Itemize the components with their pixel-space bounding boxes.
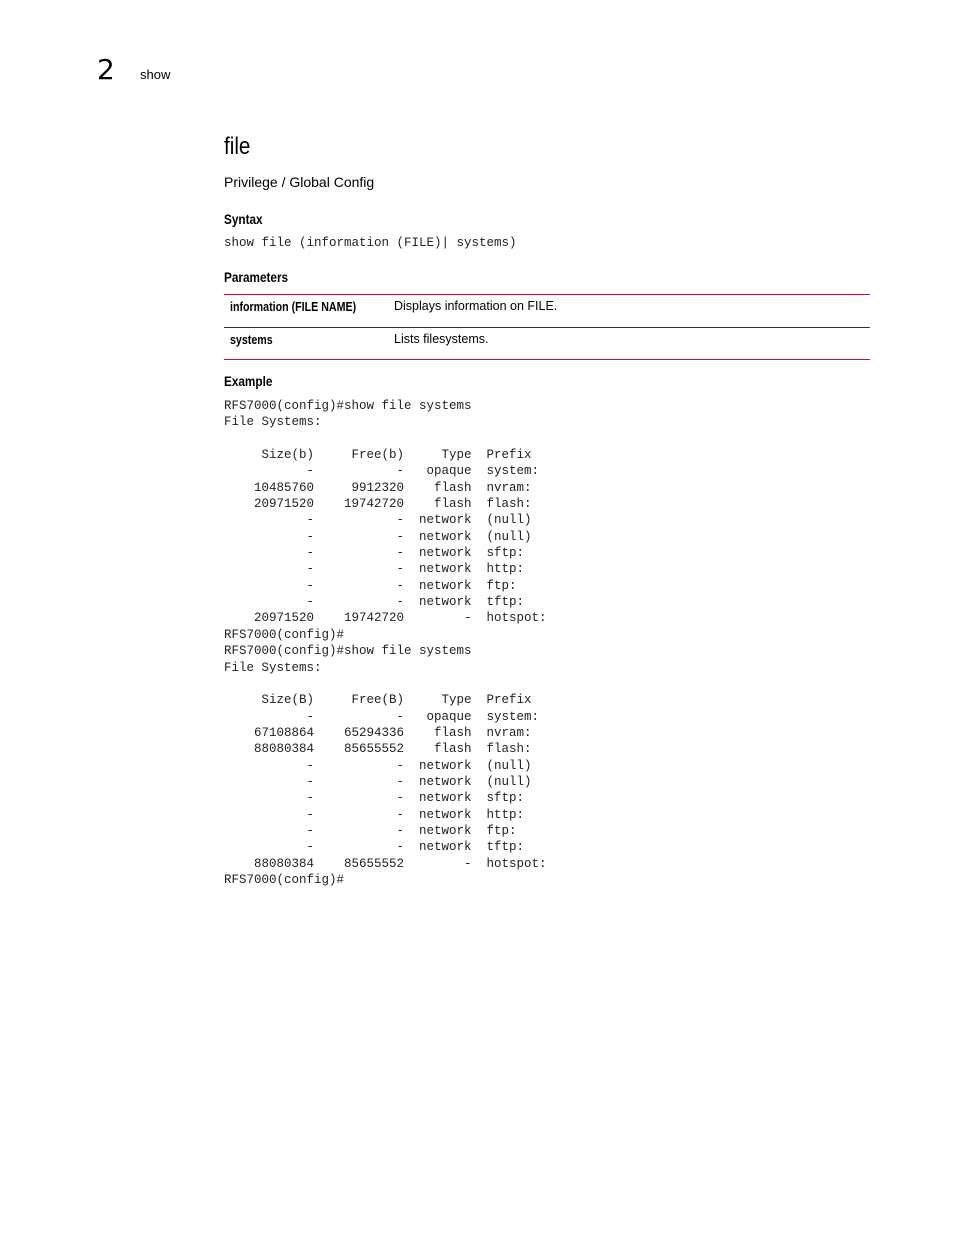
parameter-row [224,295,870,328]
syntax-heading: Syntax [224,211,263,227]
chapter-name: show [140,67,171,82]
parameter-row [224,328,870,360]
parameter-description: Lists filesystems. [394,328,870,360]
syntax-command: show file (information (FILE)| systems) [224,236,517,250]
parameters-heading: Parameters [224,269,289,285]
example-heading: Example [224,373,273,389]
chapter-number: 2 [97,53,115,86]
parameters-table [224,294,870,360]
privilege-text: Privilege / Global Config [224,174,375,190]
parameter-description: Displays information on FILE. [394,295,870,328]
parameter-name: systems [224,328,394,360]
parameter-name: information (FILE NAME) [224,295,394,328]
page-title: file [224,133,251,160]
example-code-block: RFS7000(config)#show file systems File Systems: Size(b) Free(b) Type Prefix - - opaque system: 10485760 9912320 flash nvram: 20971520 19742720 flash flash: - - network (null) - - network (null) - - network sftp: - - network http: - - network ftp: - - network tftp: 20971520 19742720 - hotspot: RFS7000(config)# RFS7000(config)#show file systems File Systems: Size(B) Free(B) Type Prefix - - opaque system: 67108864 65294336 flash nvram: 88080384 85655552 flash flash: - - network (null) - - network (null) - - network sftp: - - network http: - - network ftp: - - network tftp: 88080384 85655552 - hotspot: RFS7000(config)# [224,399,547,887]
